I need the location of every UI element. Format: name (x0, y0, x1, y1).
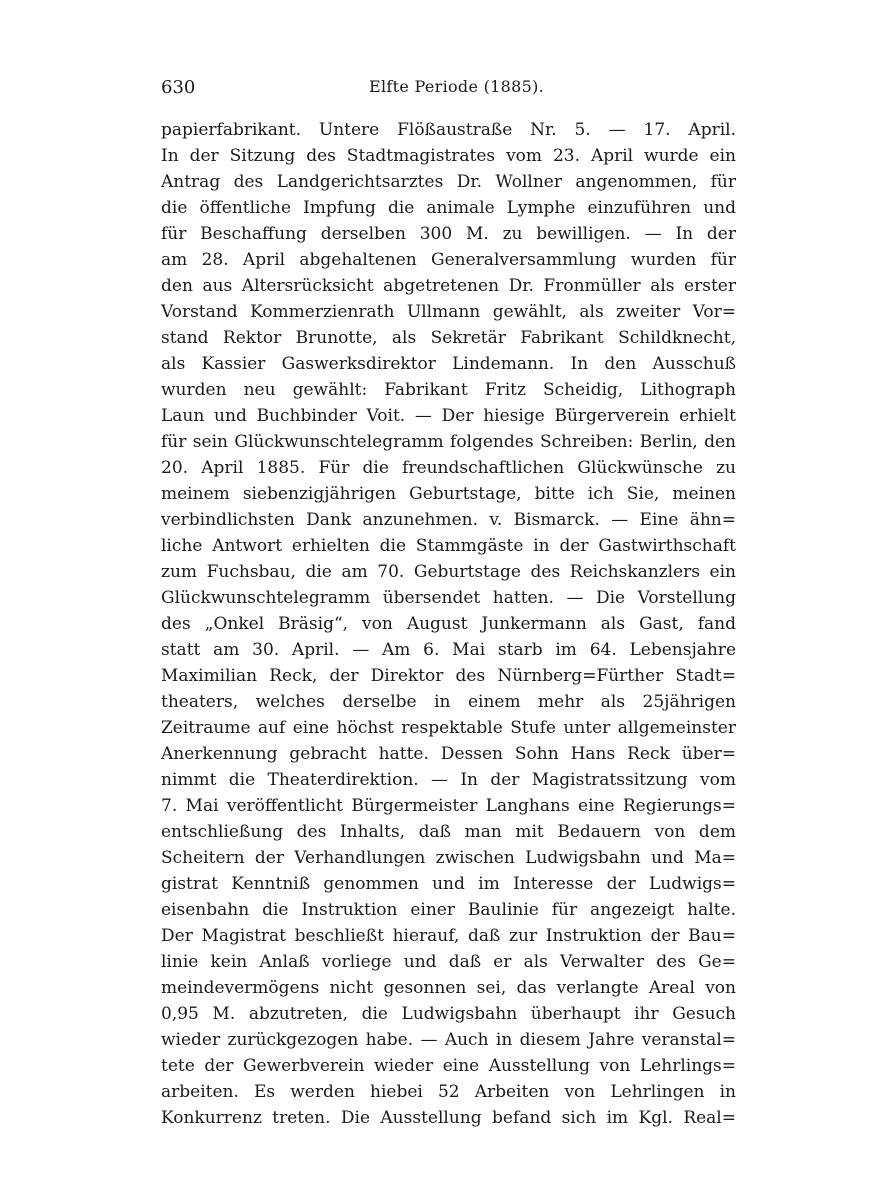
text-line: stand Rektor Brunotte, als Sekretär Fabrikant Schildknecht, (161, 328, 736, 348)
text-line: am 28. April abgehaltenen Generalversammlung wurden für (161, 250, 736, 270)
text-line: Zeitraume auf eine höchst respektable Stufe unter allgemeinster (161, 718, 736, 738)
text-line: für Beschaffung derselben 300 M. zu bewilligen. — In der (161, 224, 736, 244)
text-line: In der Sitzung des Stadtmagistrates vom 23. April wurde ein (161, 146, 736, 166)
text-line: wieder zurückgezogen habe. — Auch in diesem Jahre veranstal= (161, 1030, 736, 1050)
text-line: Anerkennung gebracht hatte. Dessen Sohn Hans Reck über= (161, 744, 736, 764)
text-line: theaters, welches derselbe in einem mehr als 25jährigen (161, 692, 736, 712)
text-line: meindevermögens nicht gesonnen sei, das verlangte Areal von (161, 978, 736, 998)
text-line: Maximilian Reck, der Direktor des Nürnberg=Fürther Stadt= (161, 666, 736, 686)
text-line: nimmt die Theaterdirektion. — In der Magistratssitzung vom (161, 770, 736, 790)
text-line: eisenbahn die Instruktion einer Baulinie für angezeigt halte. (161, 900, 736, 920)
text-line: Glückwunschtelegramm übersendet hatten. — Die Vorstellung (161, 588, 736, 608)
text-line: liche Antwort erhielten die Stammgäste in der Gastwirthschaft (161, 536, 736, 556)
text-line: die öffentliche Impfung die animale Lymphe einzuführen und (161, 198, 736, 218)
text-line: als Kassier Gaswerksdirektor Lindemann. In den Ausschuß (161, 354, 736, 374)
text-line: meinem siebenzigjährigen Geburtstage, bitte ich Sie, meinen (161, 484, 736, 504)
text-line: Der Magistrat beschließt hierauf, daß zur Instruktion der Bau= (161, 926, 736, 946)
page-number: 630 (161, 77, 196, 98)
text-line: statt am 30. April. — Am 6. Mai starb im 64. Lebensjahre (161, 640, 736, 660)
text-line: des „Onkel Bräsig“, von August Junkermann als Gast, fand (161, 614, 736, 634)
text-line: für sein Glückwunschtelegramm folgendes Schreiben: Berlin, den (161, 432, 736, 452)
text-line: zum Fuchsbau, die am 70. Geburtstage des Reichskanzlers ein (161, 562, 736, 582)
text-line: 7. Mai veröffentlicht Bürgermeister Langhans eine Regierungs= (161, 796, 736, 816)
text-line: tete der Gewerbverein wieder eine Ausstellung von Lehrlings= (161, 1056, 736, 1076)
text-line: arbeiten. Es werden hiebei 52 Arbeiten von Lehrlingen in (161, 1082, 736, 1102)
text-line: 0,95 M. abzutreten, die Ludwigsbahn überhaupt ihr Gesuch (161, 1004, 736, 1024)
text-line: Vorstand Kommerzienrath Ullmann gewählt, als zweiter Vor= (161, 302, 736, 322)
text-line: Laun und Buchbinder Voit. — Der hiesige Bürgerverein erhielt (161, 406, 736, 426)
text-line: Konkurrenz treten. Die Ausstellung befand sich im Kgl. Real= (161, 1108, 736, 1128)
text-line: den aus Altersrücksicht abgetretenen Dr. Fronmüller als erster (161, 276, 736, 296)
text-line: papierfabrikant. Untere Flößaustraße Nr. 5. — 17. April. (161, 120, 736, 140)
text-line: Antrag des Landgerichtsarztes Dr. Wollner angenommen, für (161, 172, 736, 192)
text-line: wurden neu gewählt: Fabrikant Fritz Scheidig, Lithograph (161, 380, 736, 400)
page-header (161, 73, 735, 103)
text-line: linie kein Anlaß vorliege und daß er als Verwalter des Ge= (161, 952, 736, 972)
running-title: Elfte Periode (1885). (369, 77, 545, 96)
text-line: verbindlichsten Dank anzunehmen. v. Bismarck. — Eine ähn= (161, 510, 736, 530)
text-line: 20. April 1885. Für die freundschaftlichen Glückwünsche zu (161, 458, 736, 478)
text-line: Scheitern der Verhandlungen zwischen Ludwigsbahn und Ma= (161, 848, 736, 868)
text-line: entschließung des Inhalts, daß man mit Bedauern von dem (161, 822, 736, 842)
body-text (161, 117, 736, 1131)
text-line: gistrat Kenntniß genommen und im Interesse der Ludwigs= (161, 874, 736, 894)
